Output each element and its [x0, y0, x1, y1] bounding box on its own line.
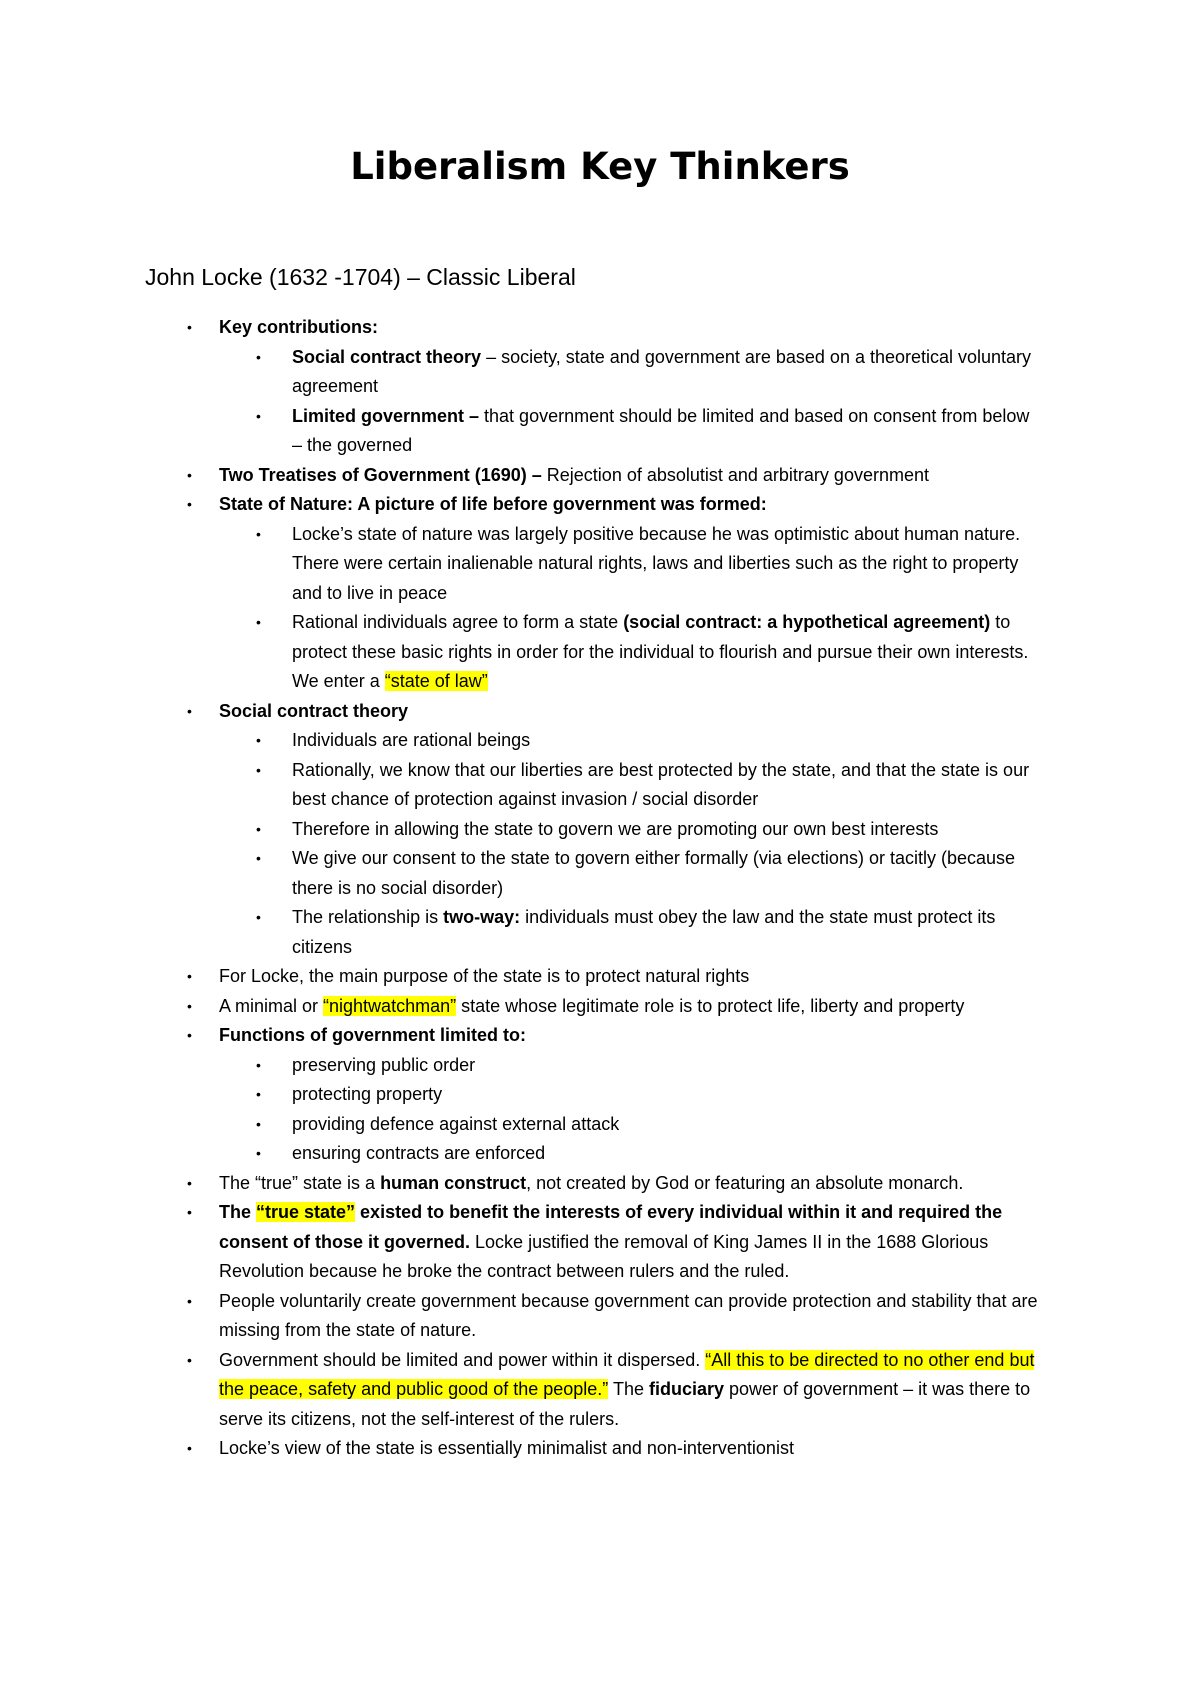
list-item: • Locke’s view of the state is essentially minimalist and non-interventionist [0, 1434, 1039, 1464]
list-item: • Social contract theory – society, state and government are based on a theoretical voluntary agreement [0, 343, 1039, 402]
section-heading: John Locke (1632 -1704) – Classic Liberal [145, 264, 576, 290]
list-item: • preserving public order [0, 1051, 1039, 1081]
bullet-icon: • [256, 1115, 261, 1132]
page-title: Liberalism Key Thinkers [350, 145, 850, 188]
bullet-icon: • [256, 732, 261, 748]
list-item: • Two Treatises of Government (1690) – Rejection of absolutist and arbitrary government [0, 461, 1039, 491]
bullet-icon: • [256, 1086, 261, 1102]
highlighted-text: “nightwatchman” [323, 995, 457, 1016]
list-item: • Rational individuals agree to form a state (social contract: a hypothetical agreement) to protect these basic rights in order for the individual to flourish and pursue their own interests. We enter a “state of law” [0, 608, 1039, 697]
bullet-list [0, 313, 1200, 1464]
list-item: • Functions of government limited to: [0, 1021, 1039, 1051]
list-item: • For Locke, the main purpose of the state is to protect natural rights [0, 962, 1039, 992]
bullet-icon: • [256, 348, 261, 365]
list-item: • Locke’s state of nature was largely positive because he was optimistic about human nature. There were certain inalienable natural rights, laws and liberties such as the right to property and to live in peace [0, 520, 1039, 609]
list-item: • The “true” state is a human construct, not created by God or featuring an absolute monarch. [0, 1169, 1039, 1199]
list-item: • Individuals are rational beings [0, 726, 1039, 756]
list-item: • Key contributions: [0, 313, 1039, 343]
bullet-icon: • [187, 1027, 192, 1043]
list-item: • State of Nature: A picture of life before government was formed: [0, 490, 1039, 520]
list-item: • The “true state” existed to benefit the interests of every individual within it and required the consent of those it governed. Locke justified the removal of King James II in the 1688 Glorious Revolution because he broke the contract between rulers and the ruled. [0, 1198, 1039, 1287]
bullet-icon: • [187, 496, 192, 512]
bullet-icon: • [187, 319, 192, 335]
list-item: • Therefore in allowing the state to govern we are promoting our own best interests [0, 815, 1039, 845]
list-item: • Limited government – that government should be limited and based on consent from below – the governed [0, 402, 1039, 461]
bullet-icon: • [187, 997, 192, 1014]
list-item: • protecting property [0, 1080, 1039, 1110]
bullet-icon: • [187, 1174, 192, 1191]
bullet-icon: • [256, 850, 261, 866]
list-item: • We give our consent to the state to govern either formally (via elections) or tacitly (because there is no social disorder) [0, 844, 1039, 903]
bullet-icon: • [187, 1351, 192, 1368]
list-item: • A minimal or “nightwatchman” state whose legitimate role is to protect life, liberty and property [0, 992, 1039, 1022]
bullet-icon: • [187, 968, 192, 984]
bullet-icon: • [256, 820, 261, 837]
bullet-icon: • [187, 1292, 192, 1309]
highlighted-text: “All this to be directed to no other end but the peace, safety and public good of the people.” [219, 1349, 1035, 1399]
list-item: • Rationally, we know that our liberties are best protected by the state, and that the state is our best chance of protection against invasion / social disorder [0, 756, 1039, 815]
list-item: • Government should be limited and power within it dispersed. “All this to be directed to no other end but the peace, safety and public good of the people.” The fiduciary power of government – it was there to serve its citizens, not the self-interest of the rulers. [0, 1346, 1039, 1435]
bullet-icon: • [256, 407, 261, 424]
bullet-icon: • [256, 909, 261, 925]
bullet-icon: • [187, 1440, 192, 1456]
highlighted-text: “state of law” [384, 671, 488, 691]
bullet-icon: • [187, 1204, 192, 1220]
list-item: • providing defence against external attack [0, 1110, 1039, 1140]
highlighted-text: “true state” [256, 1202, 356, 1222]
bullet-icon: • [256, 614, 261, 630]
bullet-icon: • [256, 525, 261, 542]
list-item: • Social contract theory [0, 697, 1039, 727]
bullet-icon: • [256, 761, 261, 778]
bullet-icon: • [187, 466, 192, 483]
list-item: • ensuring contracts are enforced [0, 1139, 1039, 1169]
bullet-icon: • [187, 702, 192, 719]
list-item: • People voluntarily create government because government can provide protection and stability that are missing from the state of nature. [0, 1287, 1039, 1346]
bullet-icon: • [256, 1145, 261, 1161]
bullet-icon: • [256, 1056, 261, 1073]
list-item: • The relationship is two-way: individuals must obey the law and the state must protect its citizens [0, 903, 1039, 962]
